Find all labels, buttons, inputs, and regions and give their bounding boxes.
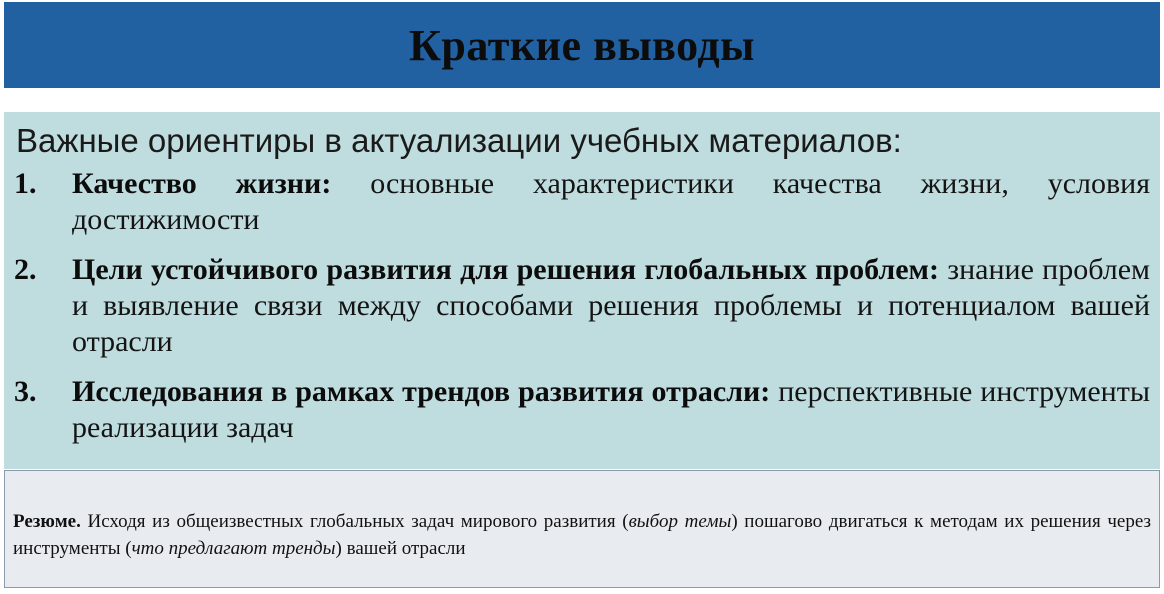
item-text (72, 166, 1150, 238)
item-heading: Цели устойчивого развития для решения глобальных проблем: (72, 253, 939, 286)
slide-title: Краткие выводы (408, 20, 755, 70)
item-text (72, 374, 1150, 446)
item-description: перспективные инструменты реализации задач (72, 375, 1150, 444)
summary-label: Резюме. (13, 511, 81, 532)
item-number: 1. (14, 167, 37, 200)
summary-part-3: ) вашей отрасли (335, 538, 466, 559)
item-description: основные характеристики качества жизни, условия достижимости (72, 167, 1151, 236)
title-bar (4, 2, 1160, 88)
list-item (14, 252, 1150, 360)
item-number: 2. (14, 253, 37, 286)
summary-panel (4, 470, 1160, 588)
list-item (14, 166, 1150, 238)
item-text (72, 252, 1150, 360)
summary-part-1: Исходя из общеизвестных глобальных задач мирового развития ( (87, 511, 629, 532)
points-list (14, 166, 1150, 446)
summary-italic-2: что предлагают тренды (131, 538, 336, 559)
item-number: 3. (14, 375, 37, 408)
list-item (14, 374, 1150, 446)
item-heading: Качество жизни: (72, 167, 332, 200)
summary-text (13, 508, 1151, 562)
summary-italic-1: выбор темы (628, 511, 732, 532)
main-panel (4, 112, 1160, 469)
item-heading: Исследования в рамках трендов развития отрасли: (72, 375, 771, 408)
summary-part-2: ) пошагово двигаться к методам их решения через инструменты ( (13, 511, 1151, 559)
item-description: знание проблем и выявление связи между способами решения проблемы и потенциалом вашей отрасли (72, 253, 1150, 358)
intro-text: Важные ориентиры в актуализации учебных материалов: (16, 122, 902, 159)
